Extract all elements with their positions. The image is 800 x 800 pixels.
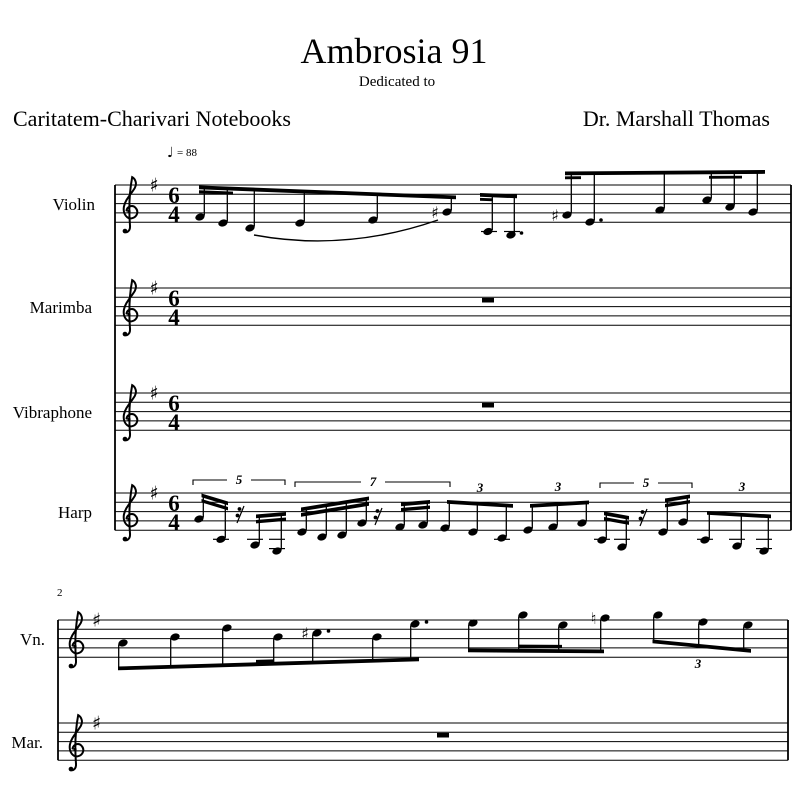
beam — [447, 500, 513, 508]
page-title: Ambrosia 91 — [300, 31, 488, 71]
sixteenth-rest — [374, 508, 382, 525]
beam — [653, 640, 752, 653]
harp-notes-measure1 — [193, 494, 772, 556]
staff-vibraphone — [13, 383, 791, 442]
tempo-note-icon: ♩ — [167, 145, 174, 161]
augmentation-dot — [520, 231, 524, 235]
staff-violin — [53, 170, 791, 241]
dedication: Dedicated to — [358, 74, 436, 90]
instrument-label-violin: Violin — [52, 195, 95, 214]
whole-rest — [482, 403, 494, 408]
tuplet-number: 7 — [369, 474, 377, 489]
vn-notes-measure2 — [117, 609, 753, 671]
vibraphone-staff-lines — [115, 393, 791, 430]
staff-marimba — [30, 278, 791, 337]
beam-stub — [480, 198, 493, 201]
tuplet-number: 5 — [642, 475, 650, 490]
system-1 — [13, 170, 791, 556]
beam — [401, 500, 430, 506]
tuplet-bracket — [193, 480, 227, 485]
augmentation-dot — [599, 218, 603, 222]
mar-staff-lines — [58, 723, 788, 760]
system-2 — [11, 587, 788, 771]
beam — [118, 658, 419, 671]
accidental-sharp: ♯ — [301, 624, 309, 643]
time-signature-numerator: 6 — [168, 391, 180, 416]
time-signature-numerator: 6 — [168, 286, 180, 311]
augmentation-dot — [425, 620, 429, 624]
tuplet-bracket — [295, 482, 361, 487]
time-signature-denominator: 4 — [168, 305, 180, 330]
instrument-label-harp: Harp — [58, 503, 92, 522]
violin-notes-measure1 — [194, 170, 765, 241]
time-signature-numerator: 6 — [168, 183, 180, 208]
whole-rest — [482, 298, 494, 303]
instrument-label-vibraphone: Vibraphone — [12, 403, 92, 422]
time-signature-denominator: 4 — [168, 202, 180, 227]
tuplet-number: 3 — [738, 479, 746, 494]
composer-credit: Dr. Marshall Thomas — [582, 106, 770, 131]
beam-stub — [565, 176, 581, 179]
accidental-natural: ♮ — [590, 609, 597, 628]
slur — [254, 220, 438, 241]
treble-clef-icon — [123, 385, 138, 441]
tempo-value: = 88 — [177, 147, 197, 159]
accidental-sharp: ♯ — [431, 203, 439, 222]
beam-16th — [709, 176, 742, 179]
lyricist-credit: Caritatem-Charivari Notebooks — [13, 106, 291, 131]
treble-clef-icon — [69, 715, 84, 771]
tuplet-number: 3 — [476, 480, 484, 495]
staff-vn — [20, 609, 788, 671]
beam-16th — [401, 506, 430, 512]
beam — [480, 193, 517, 198]
instrument-label-mar: Mar. — [11, 733, 43, 752]
tuplet-number: 5 — [235, 472, 243, 487]
key-signature-sharp: ♯ — [149, 277, 159, 300]
time-signature-denominator: 4 — [168, 410, 180, 435]
instrument-label-marimba: Marimba — [29, 298, 92, 317]
tuplet-bracket — [251, 480, 285, 485]
marimba-staff-lines — [115, 288, 791, 325]
beam-16th — [519, 645, 562, 648]
tuplet-bracket — [600, 483, 634, 488]
tuplet-number: 3 — [554, 479, 562, 494]
time-signature-denominator: 4 — [168, 510, 180, 535]
key-signature-sharp: ♯ — [149, 482, 159, 505]
key-signature-sharp: ♯ — [149, 382, 159, 405]
time-signature-numerator: 6 — [168, 491, 180, 516]
treble-clef-icon — [123, 280, 138, 336]
key-signature-sharp: ♯ — [91, 609, 102, 632]
tempo-marking — [167, 145, 197, 161]
staff-mar — [11, 713, 788, 772]
treble-clef-icon — [69, 612, 84, 668]
vn-staff-lines — [58, 620, 788, 657]
key-signature-sharp: ♯ — [91, 712, 102, 735]
beam — [199, 186, 456, 200]
tuplet-bracket — [658, 483, 692, 488]
violin-staff-lines — [115, 185, 791, 222]
treble-clef-icon — [123, 485, 138, 541]
tuplet-bracket — [385, 482, 450, 487]
beam — [530, 501, 589, 508]
key-signature-sharp: ♯ — [149, 174, 159, 197]
accidental-sharp: ♯ — [551, 206, 559, 225]
augmentation-dot — [327, 629, 331, 633]
treble-clef-icon — [123, 177, 138, 233]
staff-harp — [58, 472, 791, 556]
whole-rest — [437, 733, 449, 738]
instrument-label-vn: Vn. — [19, 630, 45, 649]
tuplet-number: 3 — [694, 656, 702, 671]
beam — [468, 649, 604, 654]
measure-number: 2 — [57, 587, 63, 599]
beam — [565, 170, 765, 175]
beam-stub — [256, 659, 274, 663]
